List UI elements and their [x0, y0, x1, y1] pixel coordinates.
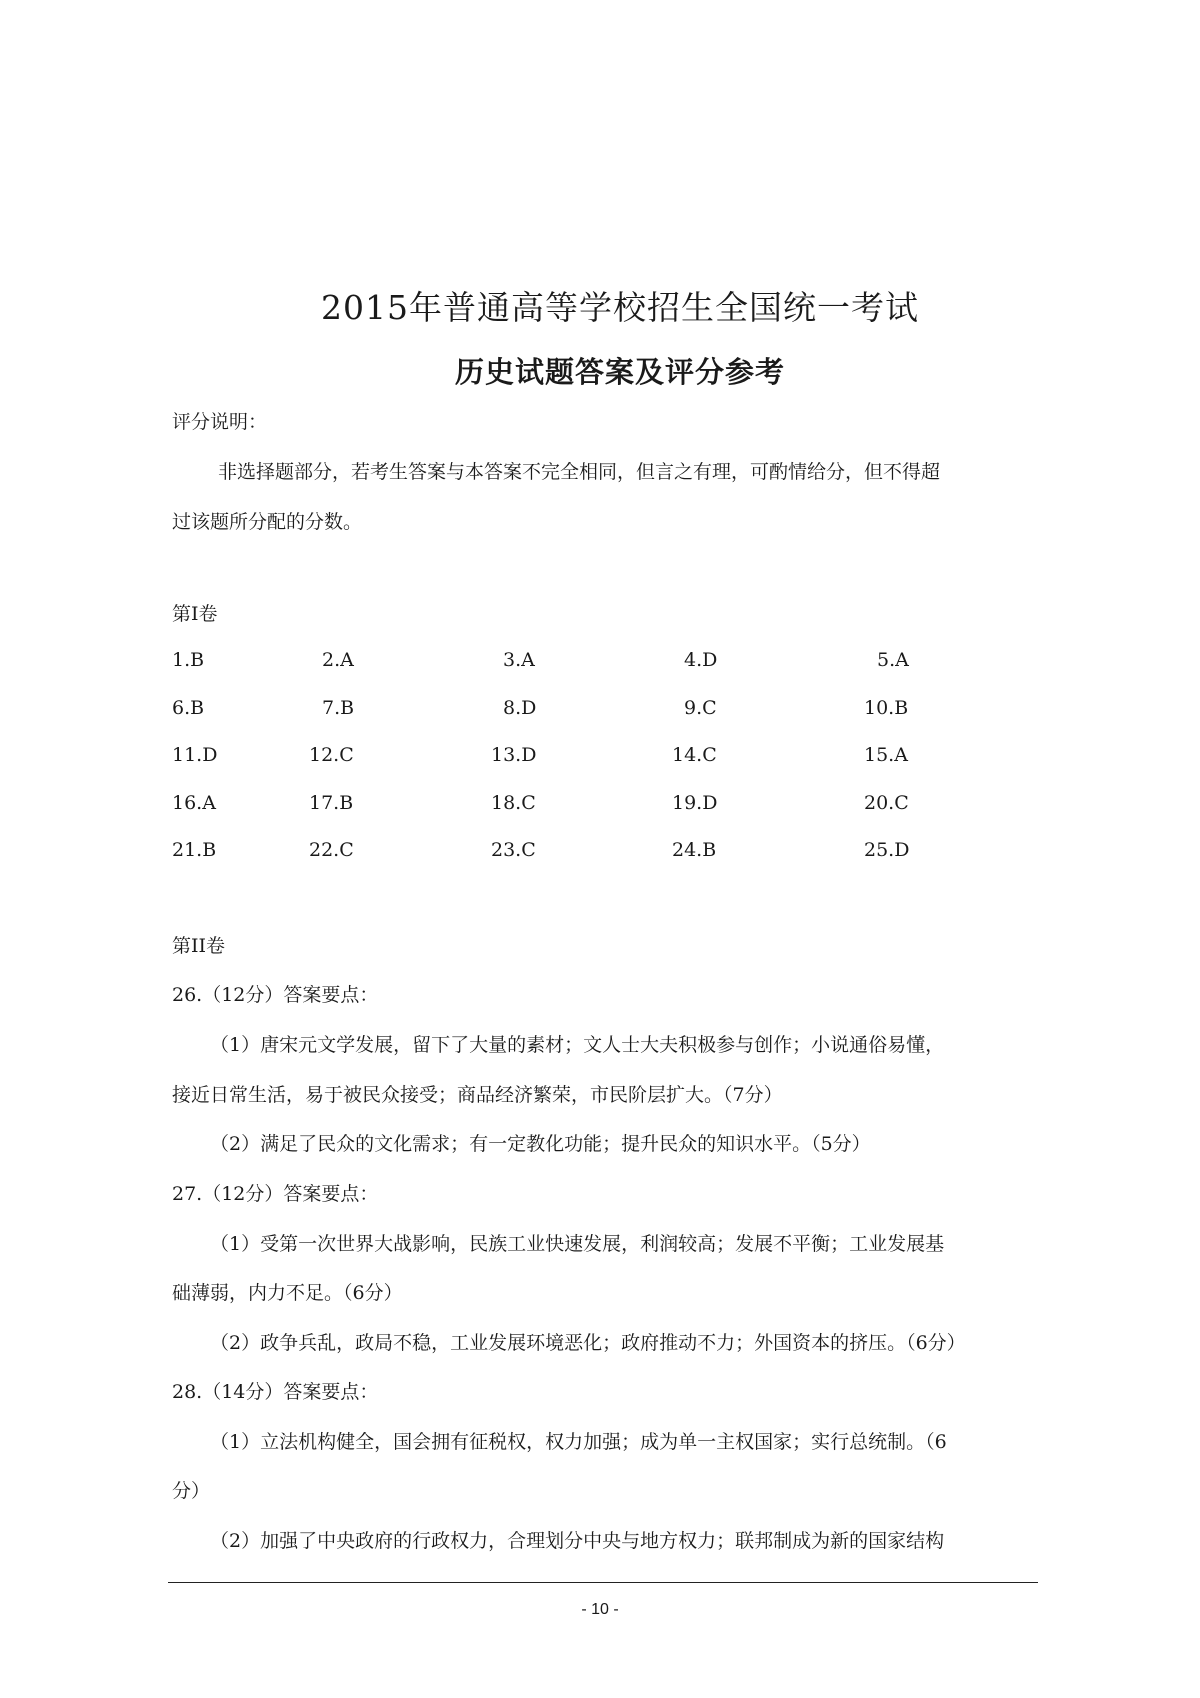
- q27-answer-1-line-1: （1）受第一次世界大战影响，民族工业快速发展，利润较高；发展不平衡；工业发展基: [210, 1233, 945, 1255]
- q27-heading: 27.（12分）答案要点：: [172, 1183, 379, 1205]
- page-number: - 10 -: [581, 1601, 619, 1618]
- answer-item: 5.A: [877, 649, 909, 671]
- answer-item: 1.B: [172, 649, 205, 671]
- answer-item: 6.B: [172, 696, 205, 719]
- answer-item: 8.D: [503, 696, 537, 719]
- answer-item: 11.D: [172, 744, 218, 766]
- answer-item: 17.B: [309, 791, 354, 814]
- q26-answer-2: （2）满足了民众的文化需求；有一定教化功能；提升民众的知识水平。（5分）: [210, 1133, 871, 1155]
- answer-item: 20.C: [864, 791, 909, 814]
- answer-item: 4.D: [684, 649, 718, 671]
- answer-item: 13.D: [491, 744, 537, 766]
- scoring-notes-line-1: 非选择题部分，若考生答案与本答案不完全相同，但言之有理，可酌情给分，但不得超: [218, 461, 941, 483]
- q28-answer-1-line-2: 分）: [172, 1480, 211, 1502]
- answer-item: 3.A: [503, 649, 535, 671]
- part2-heading: 第II卷: [172, 935, 226, 957]
- q26-heading: 26.（12分）答案要点：: [172, 984, 379, 1006]
- q28-heading: 28.（14分）答案要点：: [172, 1381, 379, 1403]
- answer-item: 25.D: [864, 839, 910, 861]
- answer-item: 21.B: [172, 839, 217, 861]
- answer-item: 10.B: [864, 696, 909, 719]
- answer-row: [172, 646, 952, 694]
- answer-item: 24.B: [672, 839, 717, 861]
- part1-heading: 第Ⅰ卷: [172, 603, 218, 625]
- answer-row: [172, 694, 952, 742]
- answer-item: 16.A: [172, 791, 216, 814]
- answer-item: 18.C: [491, 791, 536, 814]
- q26-answer-1-line-1: （1）唐宋元文学发展，留下了大量的素材；文人士大夫积极参与创作；小说通俗易懂，: [210, 1034, 945, 1056]
- answer-item: 19.D: [672, 791, 718, 814]
- multiple-choice-answer-grid: [172, 646, 952, 884]
- answer-item: 12.C: [309, 744, 354, 766]
- answer-item: 22.C: [309, 839, 354, 861]
- answer-row: [172, 741, 952, 789]
- answer-item: 23.C: [491, 839, 536, 861]
- q28-answer-1-line-1: （1）立法机构健全，国会拥有征税权，权力加强；成为单一主权国家；实行总统制。（6: [210, 1431, 947, 1453]
- answer-row: [172, 836, 952, 884]
- answer-item: 9.C: [684, 696, 717, 719]
- q27-answer-2: （2）政争兵乱，政局不稳，工业发展环境恶化；政府推动不力；外国资本的挤压。（6分）: [210, 1332, 966, 1354]
- q26-answer-1-line-2: 接近日常生活，易于被民众接受；商品经济繁荣，市民阶层扩大。（7分）: [172, 1084, 783, 1106]
- answer-item: 14.C: [672, 744, 717, 766]
- document-title: 2015年普通高等学校招生全国统一考试: [321, 288, 919, 327]
- q27-answer-1-line-2: 础薄弱，内力不足。（6分）: [172, 1282, 403, 1304]
- answer-item: 7.B: [322, 696, 355, 719]
- q28-answer-2: （2）加强了中央政府的行政权力，合理划分中央与地方权力；联邦制成为新的国家结构: [210, 1530, 945, 1552]
- footer-divider: [168, 1582, 1038, 1583]
- answer-item: 2.A: [322, 649, 354, 671]
- document-subtitle: 历史试题答案及评分参考: [454, 355, 785, 389]
- answer-row: [172, 789, 952, 837]
- scoring-notes-heading: 评分说明：: [172, 411, 268, 433]
- answer-item: 15.A: [864, 744, 908, 766]
- scoring-notes-line-2: 过该题所分配的分数。: [172, 511, 363, 533]
